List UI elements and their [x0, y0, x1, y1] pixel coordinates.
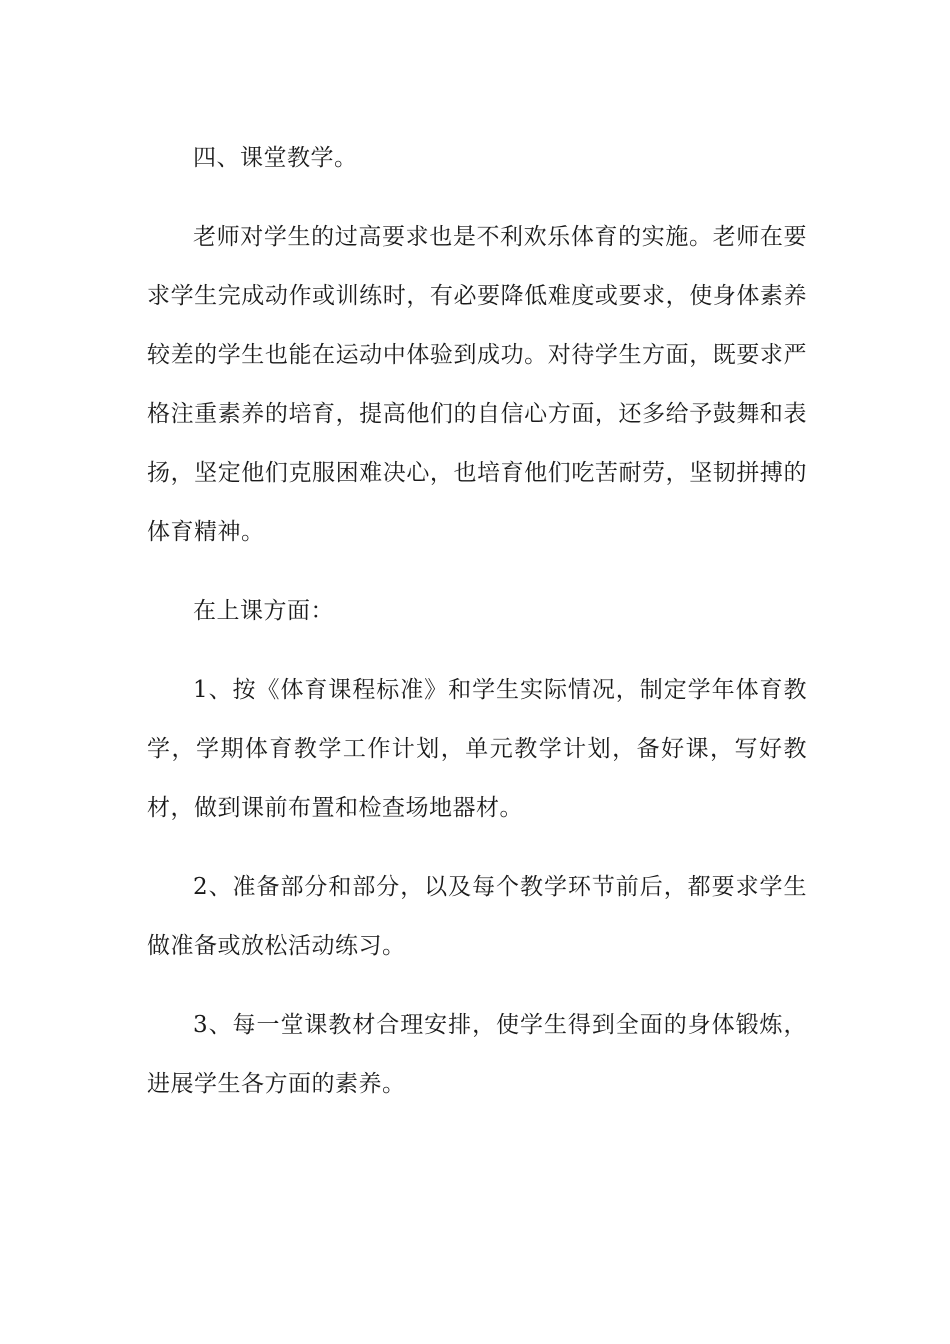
- list-item-3: 3、每一堂课教材合理安排，使学生得到全面的身体锻炼，进展学生各方面的素养。: [147, 1012, 807, 1097]
- subheading-paragraph: 在上课方面：: [193, 598, 334, 624]
- section-heading: 四、课堂教学。: [193, 145, 358, 171]
- document-page: [147, 129, 807, 1114]
- list-item-2: 2、准备部分和部分，以及每个教学环节前后，都要求学生做准备或放松活动练习。: [147, 874, 807, 959]
- body-paragraph: 老师对学生的过高要求也是不利欢乐体育的实施。老师在要求学生完成动作或训练时，有必要降低难度或要求，使身体素养较差的学生也能在运动中体验到成功。对待学生方面，既要求严格注重素养的培育，提高他们的自信心方面，还多给予鼓舞和表扬，坚定他们克服困难决心，也培育他们吃苦耐劳，坚韧拼搏的体育精神。: [147, 224, 807, 545]
- list-item-1: 1、按《体育课程标准》和学生实际情况，制定学年体育教学，学期体育教学工作计划，单元教学计划，备好课，写好教材，做到课前布置和检查场地器材。: [147, 677, 807, 821]
